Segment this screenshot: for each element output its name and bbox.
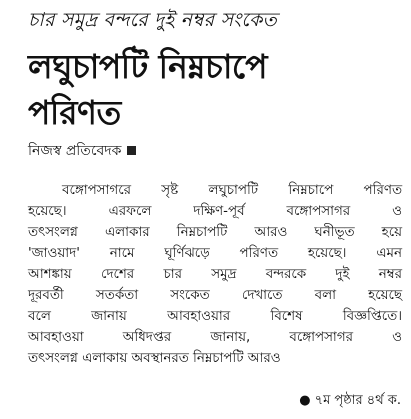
body-line: তৎসংলগ্ন এলাকার নিম্নচাপটি আরও ঘনীভূত হয়ে	[28, 225, 402, 240]
headline-line-2: পরিণত	[28, 93, 121, 132]
kicker-subheadline: চার সমুদ্র বন্দরে দুই নম্বর সংকেত	[28, 9, 278, 31]
circle-bullet-icon: ●	[299, 393, 311, 408]
continuation-text: ৭ম পৃষ্ঠার ৪র্থ ক.	[314, 393, 401, 408]
article-body	[28, 180, 402, 369]
body-line: আশঙ্কায় দেশের চার সমুদ্র বন্দরকে দুই নম্বর	[28, 267, 402, 282]
body-line: বলে জানায় আবহাওয়ার বিশেষ বিজ্ঞপ্তিতে।	[28, 309, 402, 324]
body-line: তৎসংলগ্ন এলাকায় অবস্থানরত নিম্নচাপটি আরও	[28, 351, 281, 366]
body-line: হয়েছে। এরফলে দক্ষিণ-পূর্ব বঙ্গোপসাগর ও	[28, 204, 402, 219]
body-line: আবহাওয়া অধিদপ্তর জানায়, বঙ্গোপসাগর ও	[28, 330, 402, 345]
byline	[28, 139, 136, 163]
square-bullet-icon	[127, 146, 136, 155]
headline	[28, 44, 400, 136]
body-line: বঙ্গোপসাগরে সৃষ্ট লঘুচাপটি নিম্নচাপে পরিণত	[62, 183, 402, 198]
body-line: 'জাওয়াদ' নামে ঘূর্ণিঝড়ে পরিণত হয়েছে। এমন	[28, 246, 402, 261]
body-line: দূরবর্তী সতর্কতা সংকেত দেখাতে বলা হয়েছে	[28, 288, 402, 303]
byline-text: নিজস্ব প্রতিবেদক	[28, 143, 122, 159]
headline-line-1: লঘুচাপটি নিম্নচাপে	[28, 47, 268, 86]
continuation-note	[299, 391, 401, 412]
